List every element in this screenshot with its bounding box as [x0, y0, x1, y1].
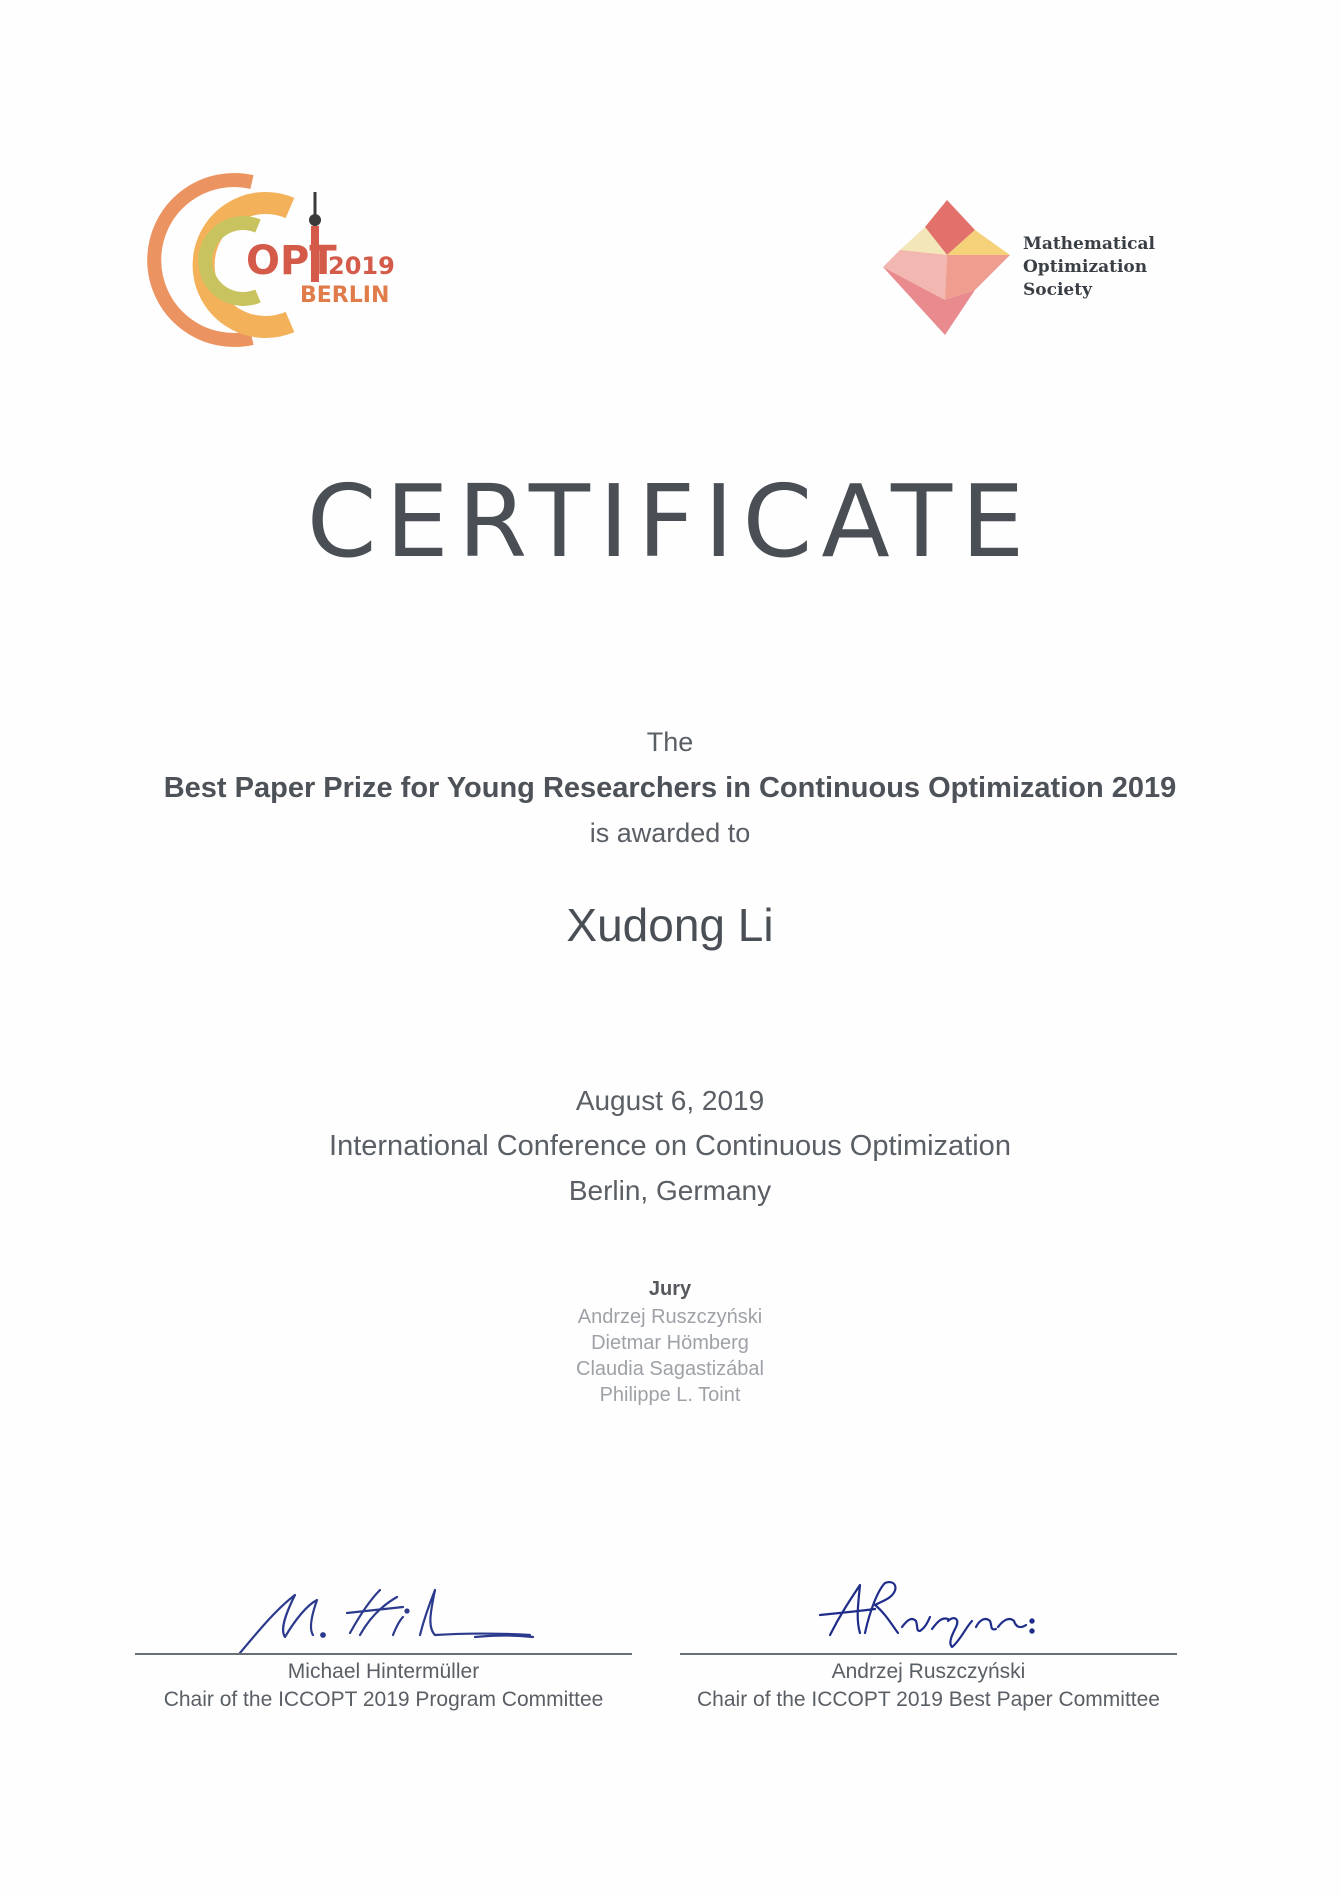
mos-diamond-icon [875, 195, 1025, 345]
recipient-name: Xudong Li [566, 899, 774, 951]
signature-line [680, 1653, 1177, 1655]
signatory-role: Chair of the ICCOPT 2019 Program Committee [163, 1688, 604, 1711]
jury-member: Claudia Sagastizábal [576, 1358, 764, 1380]
iccopt-logo-letters: OPT [246, 238, 337, 284]
signatory-role: Chair of the ICCOPT 2019 Best Paper Committee [697, 1688, 1160, 1711]
conference-name: International Conference on Continuous Optimization [329, 1130, 1011, 1162]
jury-member: Andrzej Ruszczyński [577, 1306, 763, 1328]
prize-name: Best Paper Prize for Young Researchers in Continuous Optimization 2019 [163, 772, 1177, 804]
mos-wordmark [1023, 233, 1155, 302]
iccopt-2019-berlin-logo [140, 170, 400, 350]
jury-member: Philippe L. Toint [599, 1384, 741, 1406]
jury-heading: Jury [648, 1278, 692, 1300]
mos-wordmark-line: Mathematical [1023, 234, 1155, 254]
intro-text: The [646, 727, 694, 757]
certificate-title: CERTIFICATE [306, 463, 1034, 580]
jury-list [0, 1304, 1340, 1408]
awarded-phrase: is awarded to [589, 818, 751, 848]
iccopt-logo-year: 2019 [328, 252, 395, 280]
handwritten-signature-right [680, 1555, 1180, 1655]
mos-wordmark-line: Society [1023, 280, 1092, 300]
signature-line [135, 1653, 632, 1655]
signatory-name: Michael Hintermüller [287, 1660, 480, 1683]
signature-block-left [135, 1555, 635, 1725]
mos-logo [875, 195, 1165, 345]
signature-block-right [680, 1555, 1180, 1725]
mos-wordmark-line: Optimization [1023, 257, 1148, 277]
jury-member: Dietmar Hömberg [591, 1332, 749, 1354]
award-date: August 6, 2019 [575, 1085, 765, 1116]
iccopt-logo-city: BERLIN [300, 283, 390, 308]
signatory-name: Andrzej Ruszczyński [831, 1660, 1026, 1683]
handwritten-signature-left [135, 1555, 635, 1655]
conference-location: Berlin, Germany [568, 1175, 772, 1206]
